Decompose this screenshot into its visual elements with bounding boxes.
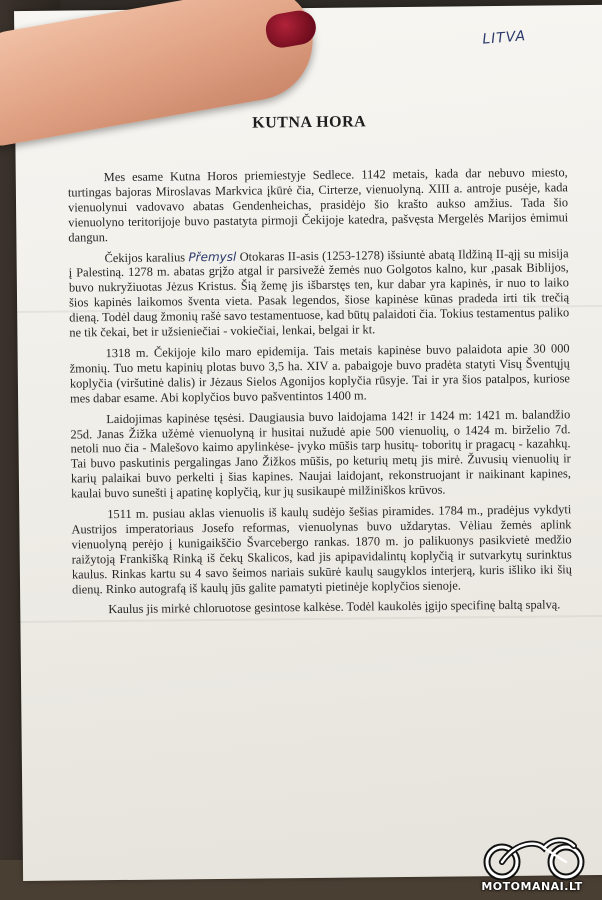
paragraph: 1511 m. pusiau aklas vienuolis iš kaulų sudėjo šešias piramides. 1784 m., pradėjus vykdyti Austrijos imperatoriaus Josefo reformas, vienuolynas buvo uždarytas. Vėliau žemės aplink vienuolyną perėjo į kunigaikščio Švarcebergo rankas. 1870 m. jo palikuonys pasikvietė medžio raižytoją Frankišką Rinką iš čekų Skalicos, kad jis apipavidalintų koplyčią ir sutvarkytų surinktus kaulus. Rinkas kartu su 4 savo šeimos nariais sukūrė kaulų saugyklos interjerą, kuris išliko iki šių dienų. Rinko autografą iš kaulų jūs galite pamatyti pietinėje koplyčios sienoje. xyxy=(71,502,572,597)
paragraph: 1318 m. Čekijoje kilo maro epidemija. Tais metais kapinėse buvo palaidota apie 30 000 žmonių. Tuo metu kapinių plotas buvo 3,5 ha. XIV a. pabaigoje buvo pradėta statyti Visų Šventųjų koplyčia (viršutinė dalis) ir Jėzaus Sielos Agonijos koplyčia rūsyje. Tai ir yra šios patalpos, kuriose mes dabar esame. Abi koplyčios buvo pašventintos 1400 m. xyxy=(69,341,570,406)
handwritten-name: Přemysl xyxy=(188,249,237,264)
watermark-text: MOTOMANAI.LT xyxy=(481,880,583,893)
paragraph-text: Otokaras II-asis (1253-1278) išsiuntė abatą Ildžiną II-ąjį su misija į Palestiną. 1278 m. abatas grįžo atgal ir parsivežė žemės nuo Golgotos kalno, kur ,pasak Biblijos, buvo nukryžiuotas Jėzus Kristus. Šią žemę jis išbarstęs ten, kur dabar yra kapinės, ir nuo to laiko šios kapinės laikomos šventa vieta. Pasak legendos, šiose kapinėse kūnas pradeda irti tik trečią dieną. Todėl daug žmonių rašė savo testamentuose, kad būtų palaidoti čia. Tokius testamentus paliko ne tik čekai, bet ir užsieniečiai - vokiečiai, lenkai, belgai ir kt. xyxy=(68,245,570,340)
watermark xyxy=(462,828,602,900)
paragraph: Mes esame Kutna Horos priemiestyje Sedlece. 1142 metais, kada dar nebuvo miesto, turtingas bajoras Miroslavas Markvica įkūrė čia, Cirterze, vienuolyną. XIII a. antroje pusėje, kada vienuolynui vadovavo abatas Gendenheichas, prasidėjo šio krašto aukso amžius. Tada šio vienuolyno teritorijoje buvo pastatyta pirmoji Čekijoje katedra, pašvęsta Mergelės Marijos ėmimui dangun. xyxy=(67,165,569,245)
paragraph xyxy=(69,246,570,341)
paragraph-text: Čekijos karalius xyxy=(104,249,186,265)
paragraph: Laidojimas kapinėse tęsėsi. Daugiausia buvo laidojama 142! ir 1424 m: 1421 m. balandžio 25d. Janas Žižka užėmė vienuolyną ir husitai nužudė apie 500 vienuolių, o 1424 m. birželio 7d. netoli nuo čia - Malešovo kaimo apylinkėse- įvyko mūšis tarp husitų- toboritų ir pragacų - kazahkų. Tai buvo paskutinis pergalingas Jano Žižkos mūšis, po keturių metų jis mirė. Žuvusių vienuolių ir karių palaikai buvo perkelti į šias kapines. Naujai laidojant, rekonstruojant ir naikinant kapines, kaulai buvo sunešti į apatinę koplyčią, kur jų susikaupė milžiniškos krūvos. xyxy=(70,406,571,501)
paper-sheet xyxy=(14,5,602,881)
handwritten-note-litva: LITVA xyxy=(481,28,527,48)
paragraph: Kaulus jis mirkė chloruotose gesintose kalkėse. Todėl kaukolės įgijo specifinę baltą spalvą. xyxy=(108,597,561,617)
document-title: KUTNA HORA xyxy=(252,113,367,132)
motorcycle-icon xyxy=(474,828,594,882)
document-body xyxy=(68,165,573,624)
